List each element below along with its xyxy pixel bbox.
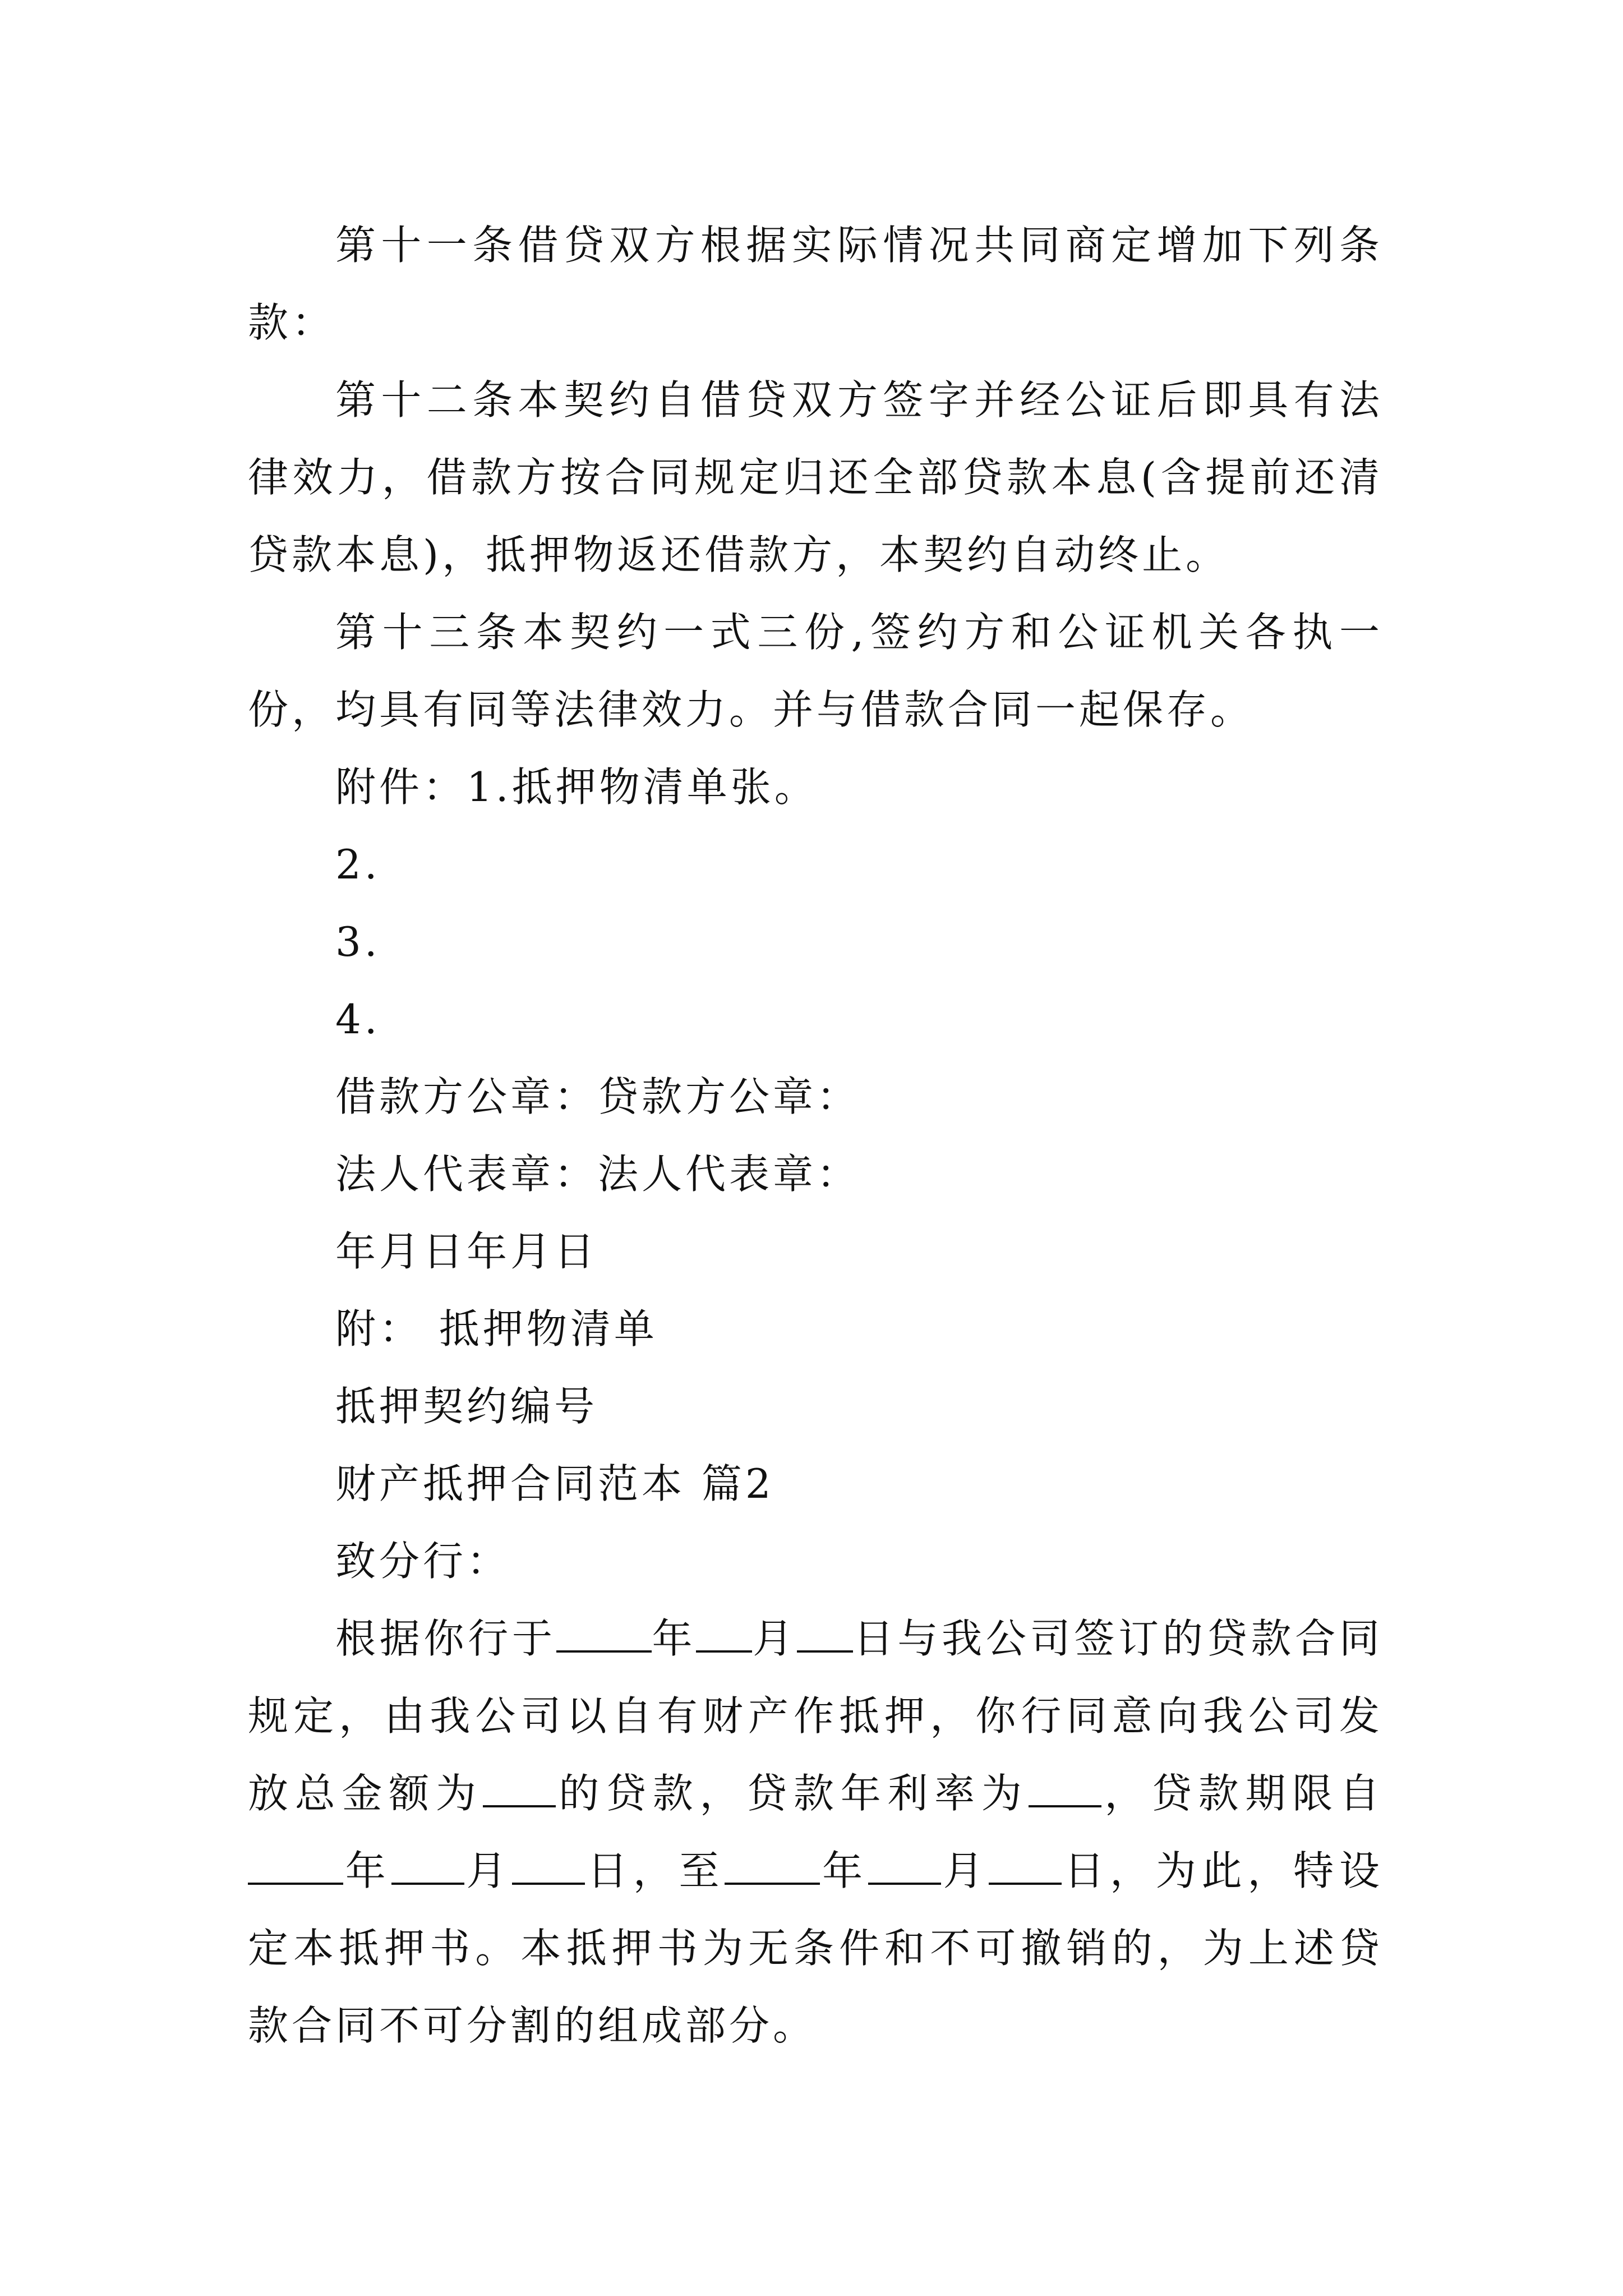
attachment-line-2: 2. xyxy=(335,841,381,888)
legal-rep-seals-line: 法人代表章：法人代表章： xyxy=(335,1151,861,1198)
blank-field-rate xyxy=(1029,1769,1101,1807)
body-text-1: 根据你行于 xyxy=(335,1615,556,1662)
body-text-7: 年 xyxy=(343,1847,391,1894)
blank-field-year xyxy=(556,1614,652,1653)
blank-field-start-month xyxy=(391,1847,464,1885)
attachment-line-1: 附件：1.抵押物清单张。 xyxy=(335,763,818,811)
body-text-11: 月 xyxy=(940,1847,989,1894)
body-text-8: 月 xyxy=(464,1847,513,1894)
blank-field-end-month xyxy=(868,1847,941,1885)
clause-13: 第十三条本契约一式三份,签约方和公证机关各执一份，均具有同等法律效力。并与借款合同一起保存。 xyxy=(248,609,1383,733)
blank-field-start-day xyxy=(512,1847,585,1885)
blank-field-start-year xyxy=(248,1847,343,1885)
attachment-line-4: 4. xyxy=(335,996,381,1043)
body-text-9: 日，至 xyxy=(585,1847,725,1894)
mortgage-body-paragraph xyxy=(248,1600,1383,2064)
dates-line: 年月日年月日 xyxy=(335,1228,598,1275)
body-text-10: 年 xyxy=(820,1847,868,1894)
attachment-line-3: 3. xyxy=(335,918,381,965)
blank-field-end-day xyxy=(989,1847,1062,1885)
blank-field-month xyxy=(696,1614,752,1653)
blank-field-day xyxy=(797,1614,853,1653)
clause-11: 第十一条借贷双方根据实际情况共同商定增加下列条款： xyxy=(248,222,1383,346)
body-text-3: 月 xyxy=(752,1615,797,1662)
body-text-4: 日与我公司签订的贷款合同规定，由我公司以自有财产作抵押，你行同意向我公司发放总金额为 xyxy=(248,1615,1383,1817)
seals-line: 借款方公章：贷款方公章： xyxy=(335,1073,861,1120)
section-title: 财产抵押合同范本 篇2 xyxy=(335,1460,774,1507)
body-text-6: ，贷款期限自 xyxy=(1101,1770,1383,1817)
body-text-2: 年 xyxy=(651,1615,697,1662)
blank-field-amount xyxy=(483,1769,556,1807)
addressee-line: 致分行： xyxy=(335,1538,511,1585)
appendix-line: 附： 抵押物清单 xyxy=(335,1305,658,1352)
body-text-5: 的贷款，贷款年利率为 xyxy=(555,1770,1029,1817)
blank-field-end-year xyxy=(725,1847,820,1885)
contract-number-line: 抵押契约编号 xyxy=(335,1383,598,1430)
body-text-12: 日，为此，特设定本抵押书。本抵押书为无条件和不可撤销的，为上述贷款合同不可分割的组成部分。 xyxy=(248,1847,1383,2049)
document-body xyxy=(248,206,1383,2064)
clause-12: 第十二条本契约自借贷双方签字并经公证后即具有法律效力，借款方按合同规定归还全部贷款本息(含提前还清贷款本息)，抵押物返还借款方，本契约自动终止。 xyxy=(248,376,1383,578)
